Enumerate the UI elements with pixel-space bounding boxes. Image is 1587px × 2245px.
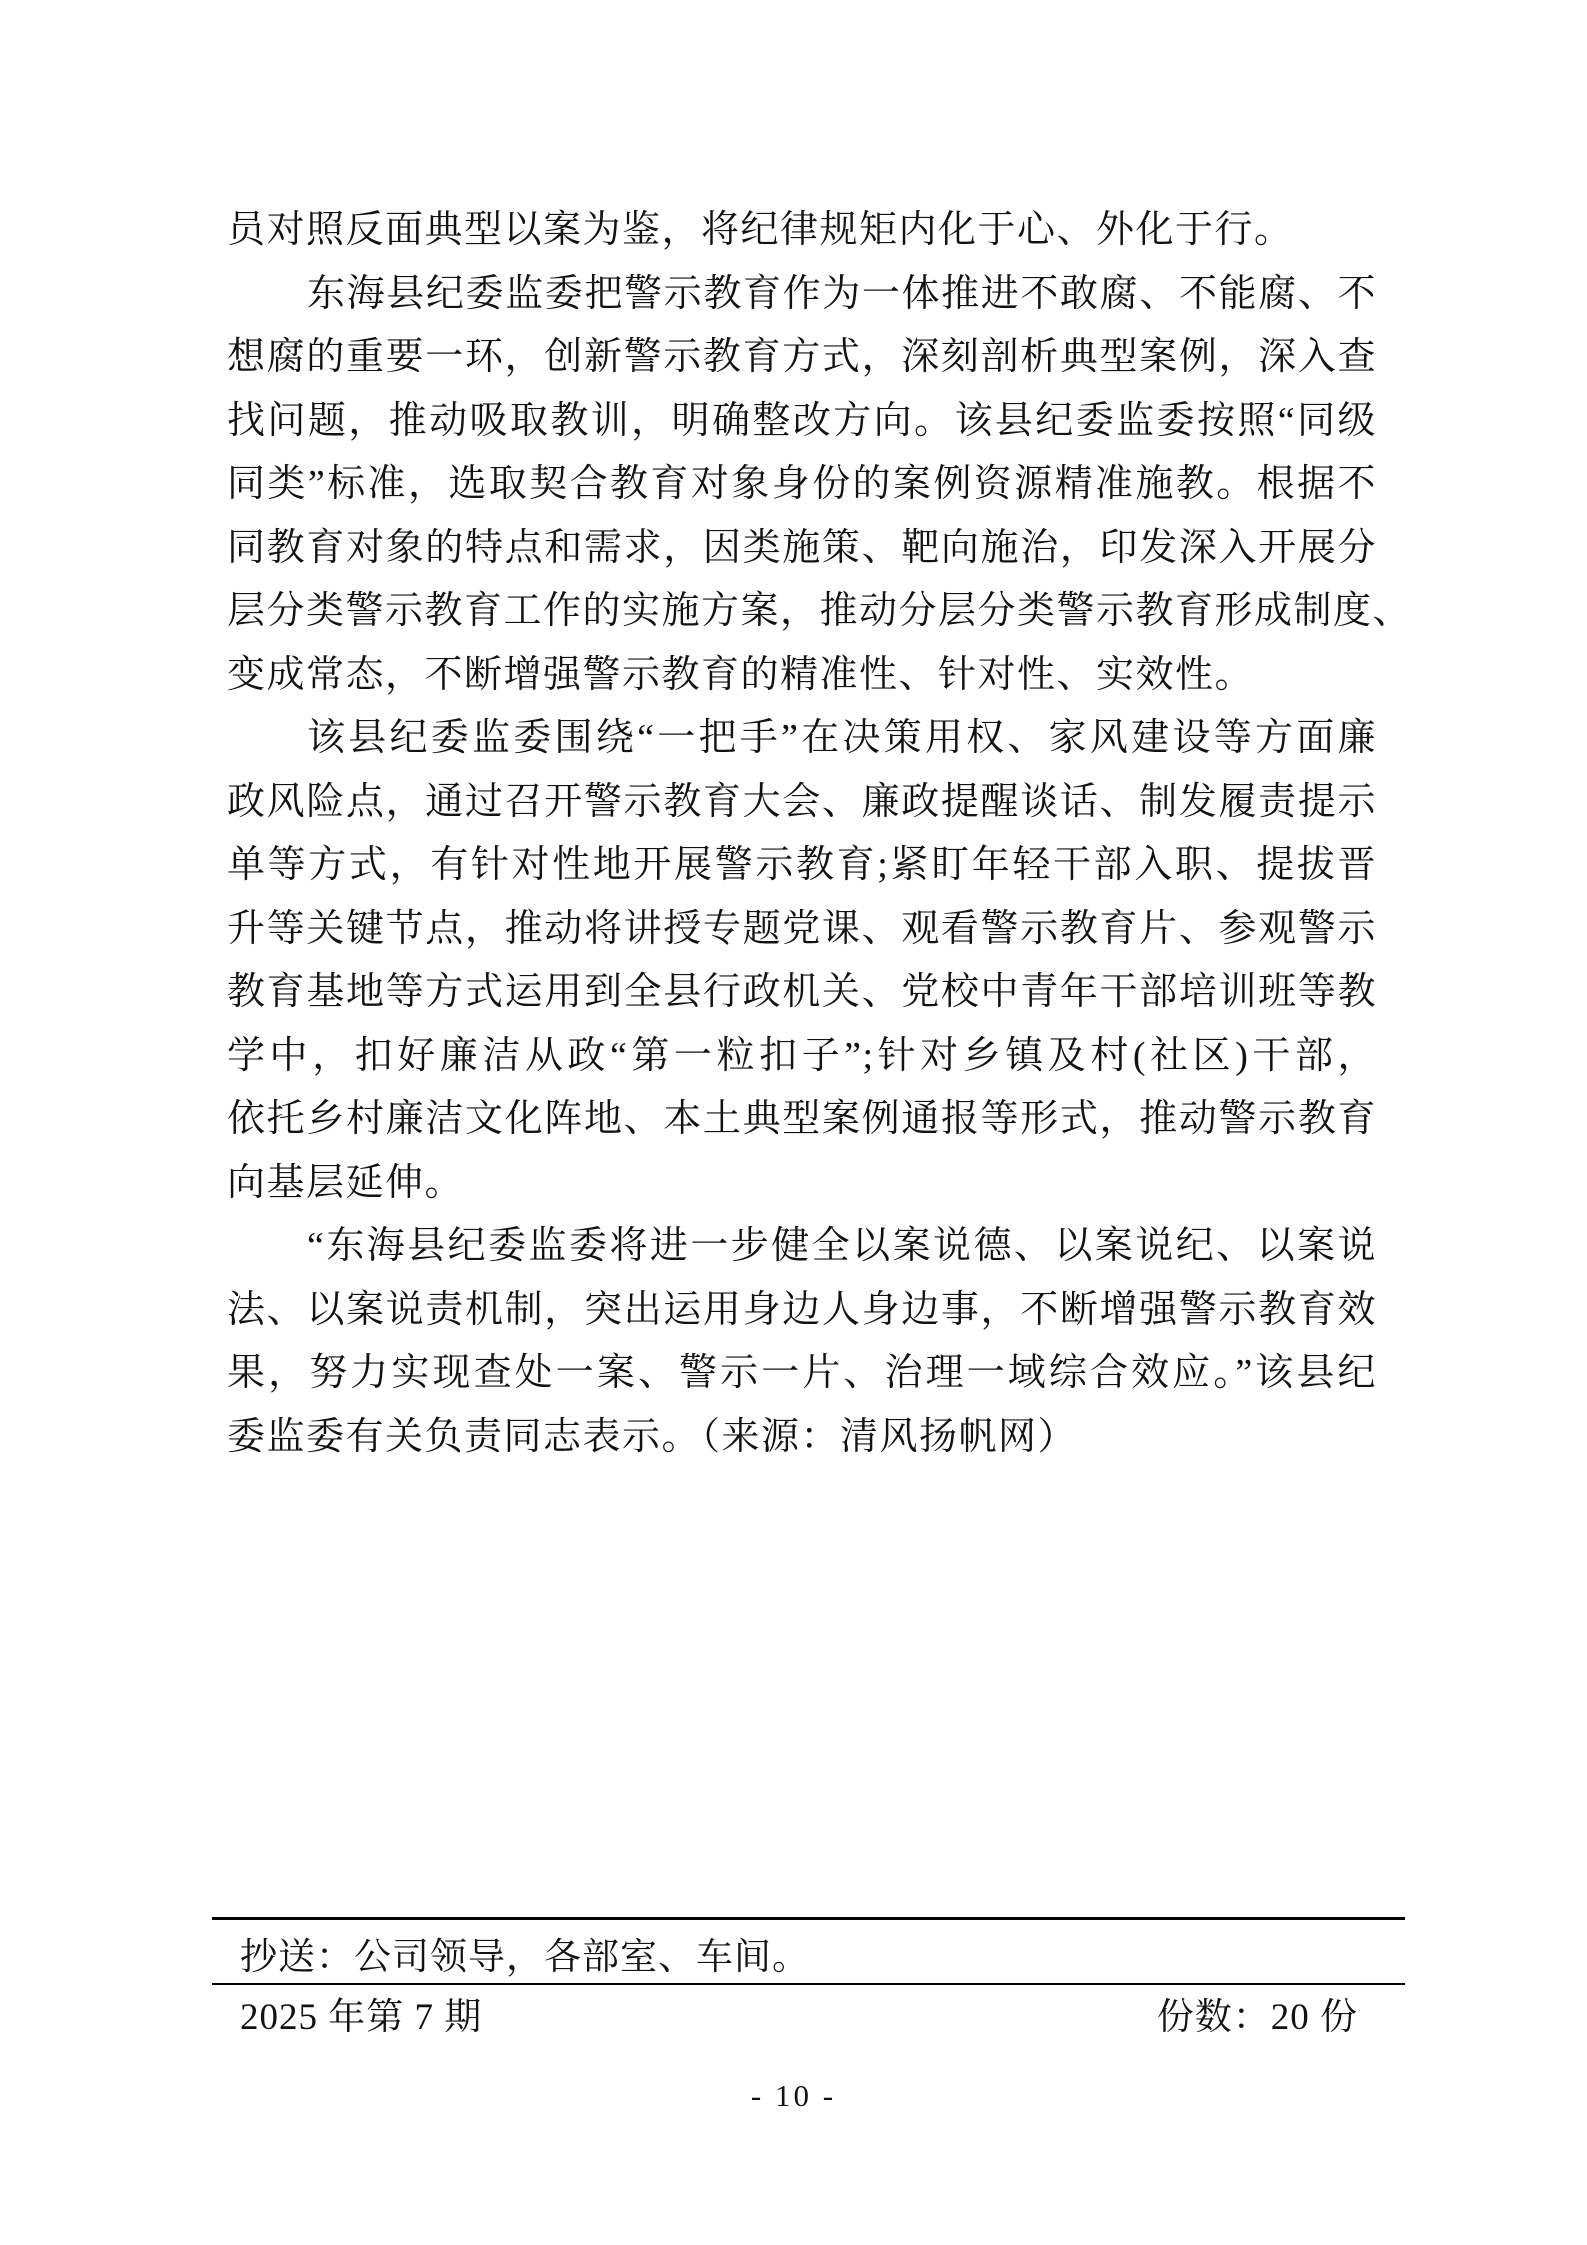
body-line: 学中，扣好廉洁从政“第一粒扣子”;针对乡镇及村(社区)干部， <box>227 1034 1377 1077</box>
body-line: 变成常态，不断增强警示教育的精准性、针对性、实效性。 <box>227 653 1255 696</box>
body-line: 想腐的重要一环，创新警示教育方式，深刻剖析典型案例，深入查 <box>227 336 1377 378</box>
issue-number: 2025 年第 7 期 <box>240 1997 483 2038</box>
body-line: “东海县纪委监委将进一步健全以案说德、以案说纪、以案说 <box>307 1225 1377 1267</box>
body-line: 员对照反面典型以案为鉴，将纪律规矩内化于心、外化于行。 <box>227 209 1294 251</box>
body-line: 同类”标准，选取契合教育对象身份的案例资源精准施教。根据不 <box>227 463 1377 505</box>
body-line: 单等方式，有针对性地开展警示教育;紧盯年轻干部入职、提拔晋 <box>227 844 1377 886</box>
body-line: 找问题，推动吸取教训，明确整改方向。该县纪委监委按照“同级 <box>227 399 1377 442</box>
body-line: 委监委有关负责同志表示。（来源：清风扬帆网） <box>227 1415 1078 1458</box>
body-line: 依托乡村廉洁文化阵地、本土典型案例通报等形式，推动警示教育 <box>227 1098 1377 1140</box>
body-line: 果，努力实现查处一案、警示一片、治理一域综合效应。”该县纪 <box>227 1352 1377 1394</box>
issue-footer-row <box>212 1996 1405 2040</box>
document-body <box>227 199 1413 1469</box>
separator-line-bottom <box>212 1983 1405 1985</box>
body-line: 该县纪委监委围绕“一把手”在决策用权、家风建设等方面廉 <box>307 717 1377 759</box>
body-line: 层分类警示教育工作的实施方案，推动分层分类警示教育形成制度、 <box>227 590 1413 632</box>
separator-line-top <box>212 1917 1405 1920</box>
body-line: 政风险点，通过召开警示教育大会、廉政提醒谈话、制发履责提示 <box>227 780 1377 823</box>
body-line: 同教育对象的特点和需求，因类施策、靶向施治，印发深入开展分 <box>227 526 1377 569</box>
body-line: 教育基地等方式运用到全县行政机关、党校中青年干部培训班等教 <box>227 971 1377 1013</box>
body-line: 升等关键节点，推动将讲授专题党课、观看警示教育片、参观警示 <box>227 907 1377 950</box>
copies-count: 份数：20 份 <box>1156 1997 1358 2038</box>
body-line: 东海县纪委监委把警示教育作为一体推进不敢腐、不能腐、不 <box>307 272 1377 315</box>
page-number: - 10 - <box>750 2078 837 2113</box>
body-line: 法、以案说责机制，突出运用身边人身边事，不断增强警示教育效 <box>227 1288 1377 1331</box>
cc-line: 抄送：公司领导，各部室、车间。 <box>240 1937 810 1978</box>
body-line: 向基层延伸。 <box>227 1161 465 1204</box>
